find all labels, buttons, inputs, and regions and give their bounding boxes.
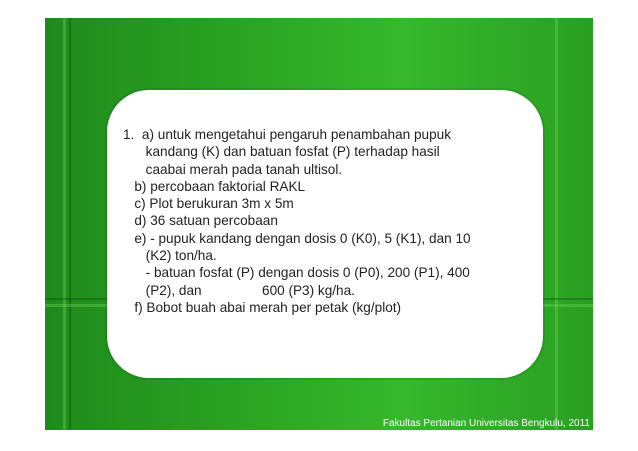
text-line: d) 36 satuan percobaan xyxy=(123,213,278,229)
decor-stripe xyxy=(69,18,71,430)
text-line: 1. a) untuk mengetahui pengaruh penambahan pupuk xyxy=(123,127,452,142)
decor-stripe xyxy=(555,18,558,430)
text-line: b) percobaan faktorial RAKL xyxy=(123,178,306,194)
text-line: c) Plot berukuran 3m x 5m xyxy=(123,196,294,212)
slide-body xyxy=(123,126,543,316)
text-line: - batuan fosfat (P) dengan dosis 0 (P0), 200 (P1), 400 xyxy=(123,265,470,281)
decor-stripe xyxy=(63,18,66,430)
footer-credit: Fakultas Pertanian Universitas Bengkulu, 2011 xyxy=(382,418,590,429)
text-line: e) - pupuk kandang dengan dosis 0 (K0), 5 (K1), dan 10 xyxy=(123,230,471,246)
text-line: (P2), dan 600 (P3) kg/ha. xyxy=(123,282,355,298)
text-line: kandang (K) dan batuan fosfat (P) terhadap hasil xyxy=(123,144,440,160)
text-line: (K2) ton/ha. xyxy=(123,248,217,264)
text-line: caabai merah pada tanah ultisol. xyxy=(123,161,343,177)
text-line: f) Bobot buah abai merah per petak (kg/plot) xyxy=(123,299,402,315)
